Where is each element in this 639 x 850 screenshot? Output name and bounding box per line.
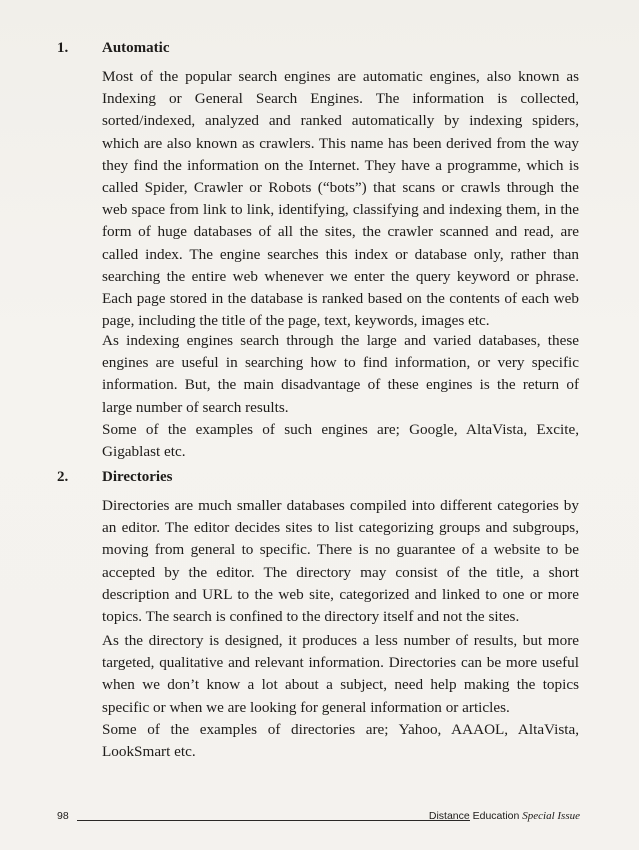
text-line: an editor. The editor decides sites to list categorizing groups and subgroups, [102, 519, 579, 537]
text-line: specific or when we are looking for general information or articles. [102, 698, 510, 716]
paragraph [102, 330, 579, 463]
paragraph [102, 495, 579, 628]
text-line: LookSmart etc. [102, 743, 196, 761]
text-line: information. But, the main disadvantage of these engines is the return of [102, 376, 579, 394]
text-line: targeted, qualitative and relevant information. Directories can be more useful [102, 654, 579, 672]
text-line: Indexing or General Search Engines. The information is collected, [102, 90, 579, 108]
text-line: topics. The search is confined to the directory itself and not the sites. [102, 608, 520, 626]
text-line: called index. The engine searches this index or database only, rather than [102, 245, 579, 263]
paragraph [102, 630, 579, 763]
text-line: Gigablast etc. [102, 443, 186, 461]
section-title: Automatic [102, 40, 170, 56]
page-number: 98 [57, 810, 69, 822]
journal-title: Distance Education [428, 810, 520, 822]
text-line: Some of the examples of directories are; Yahoo, AAAOL, AltaVista, [102, 720, 579, 738]
page-footer [57, 810, 580, 826]
text-line: called Spider, Crawler or Robots (“bots”) that scans or crawls through the [102, 179, 579, 197]
text-line: As the directory is designed, it produces a less number of results, but more [102, 632, 579, 649]
paragraph [102, 66, 579, 332]
text-line: engines are useful in searching how to find information, or very specific [102, 354, 579, 372]
text-line: when we don’t know a lot about a subject, need help making the topics [102, 676, 579, 694]
text-line: web space from link to link, identifying, classifying and indexing them, in the [102, 201, 579, 219]
text-line: page, including the title of the page, text, keywords, images etc. [102, 312, 490, 330]
journal-issue: Special Issue [522, 810, 580, 822]
section-number: 1. [57, 40, 69, 56]
journal-name [429, 810, 580, 822]
text-line: they find the information on the Internet. They have a programme, which is [102, 156, 579, 174]
text-line: sorted/indexed, analyzed and ranked automatically by indexing spiders, [102, 112, 579, 130]
text-line: Some of the examples of such engines are; Google, AltaVista, Excite, [102, 420, 579, 438]
text-line: Most of the popular search engines are automatic engines, also known as [102, 68, 579, 85]
text-line: which are also known as crawlers. This name has been derived from the way [102, 134, 579, 152]
text-line: large number of search results. [102, 398, 289, 416]
text-line: searching the entire web whenever we enter the query keyword or phrase. [102, 267, 579, 285]
text-line: accepted by the editor. The directory may consist of the title, a short [102, 563, 579, 581]
text-line: description and URL to the web site, categorized and linked to one or more [102, 585, 579, 603]
section-number: 2. [57, 469, 69, 485]
footer-rule [77, 820, 470, 821]
text-line: As indexing engines search through the large and varied databases, these [102, 332, 579, 349]
text-line: moving from general to specific. There is no guarantee of a website to be [102, 541, 579, 559]
text-line: Each page stored in the database is ranked based on the contents of each web [102, 290, 579, 308]
text-line: form of huge databases of all the sites, the crawler scanned and read, are [102, 223, 579, 241]
section-title: Directories [102, 469, 173, 485]
text-line: Directories are much smaller databases compiled into different categories by [102, 497, 579, 514]
